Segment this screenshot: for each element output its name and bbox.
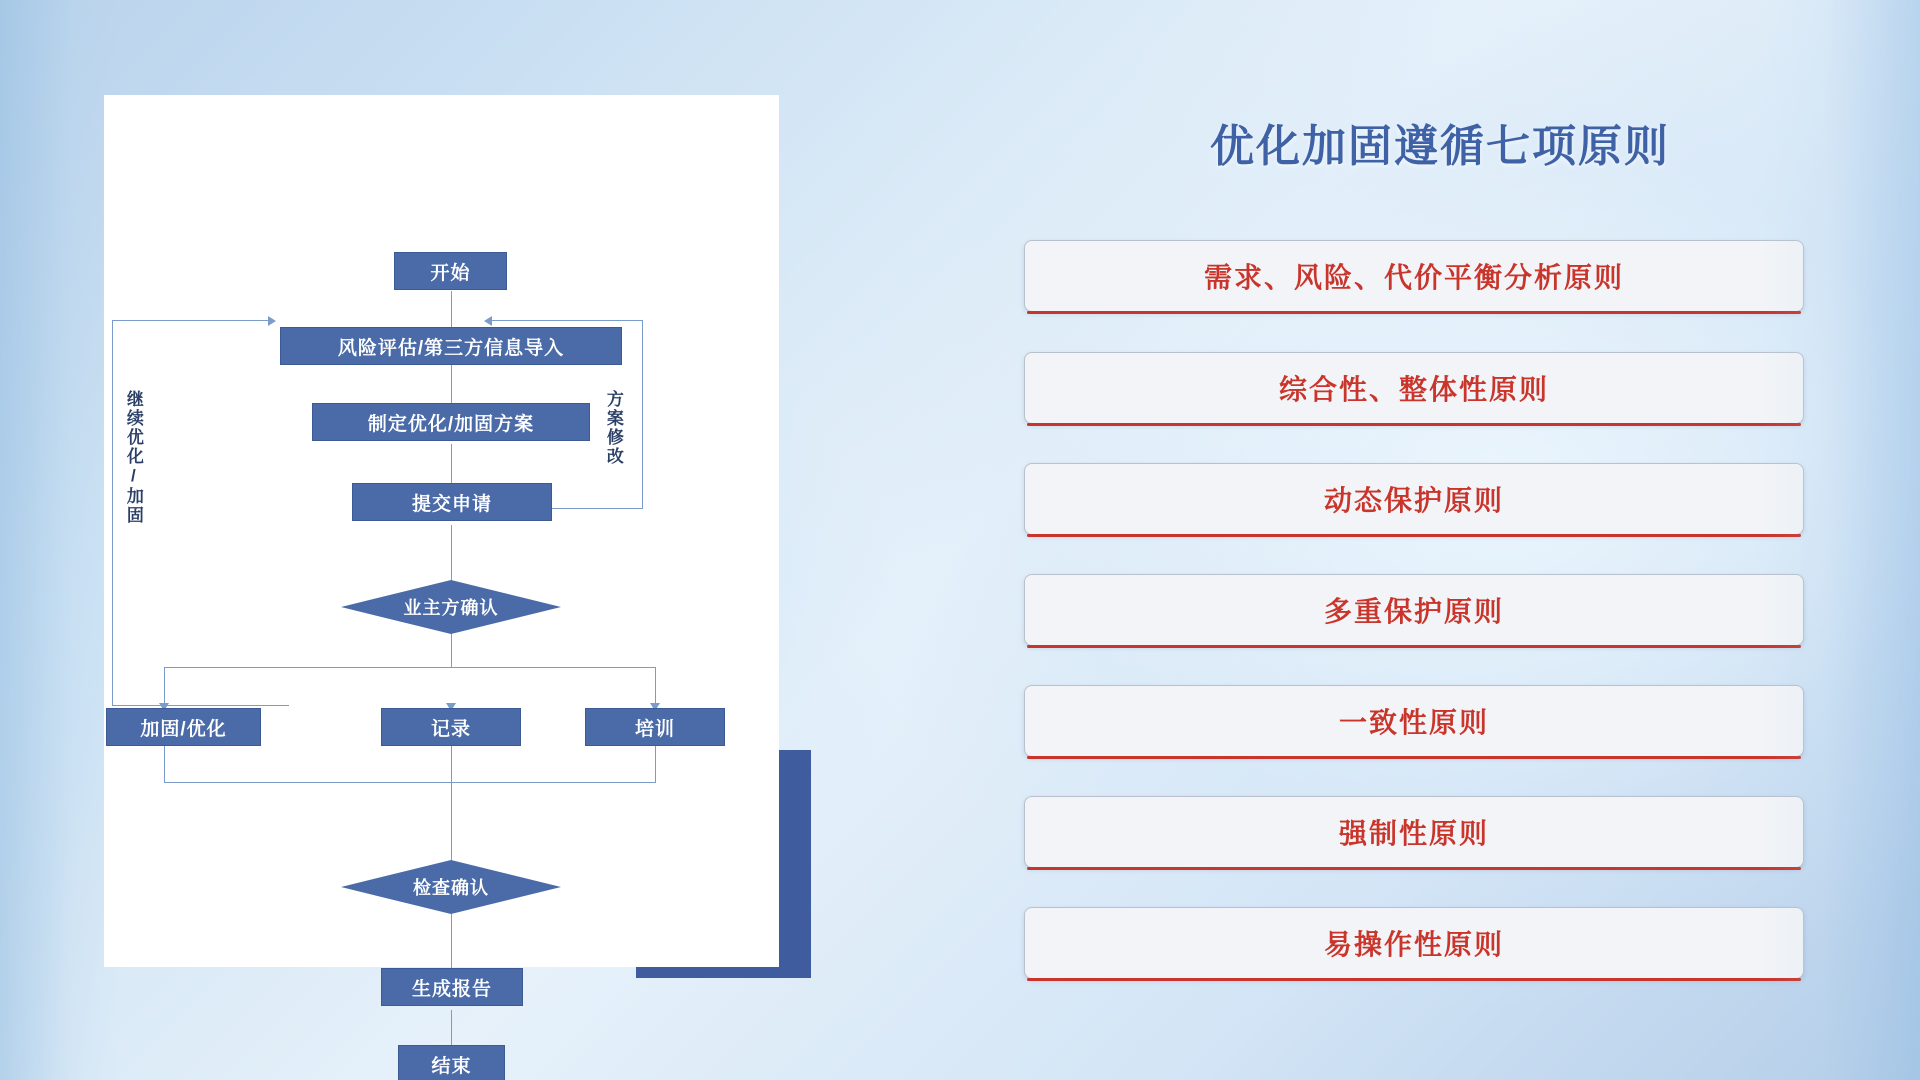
flow-node-owner-confirm-label: 业主方确认 [403,598,499,618]
connector-merge-left [164,745,165,783]
flow-node-start[interactable]: 开始 [394,252,507,290]
connector-merge-right [655,745,656,783]
connector-start-risk [451,291,452,331]
connector-left-to-plan [112,320,270,321]
connector-branch-right [655,667,656,705]
connector-branch-bus [164,667,656,668]
principle-item-6[interactable]: 强制性原则 [1024,796,1804,868]
flow-node-make-plan[interactable]: 制定优化/加固方案 [312,403,590,441]
connector-right-up [642,320,643,509]
flow-node-check-confirm[interactable] [341,860,561,914]
principle-item-4[interactable]: 多重保护原则 [1024,574,1804,646]
arrowhead-right-to-plan [484,316,492,326]
flow-node-record[interactable]: 记录 [381,708,521,746]
edge-label-plan-revision: 方案修改 [603,390,623,466]
flow-node-risk-assessment[interactable]: 风险评估/第三方信息导入 [280,327,622,365]
connector-merge-center [451,745,452,866]
connector-branch-left [164,667,165,705]
principle-item-1[interactable]: 需求、风险、代价平衡分析原则 [1024,240,1804,312]
connector-left-bottom [112,705,289,706]
flow-node-training[interactable]: 培训 [585,708,725,746]
flow-node-reinforce[interactable]: 加固/优化 [106,708,261,746]
principle-item-2[interactable]: 综合性、整体性原则 [1024,352,1804,424]
flowchart-card [104,95,779,1077]
flow-node-submit-application[interactable]: 提交申请 [352,483,552,521]
connector-confirm-branchbus [451,632,452,667]
flow-node-generate-report[interactable]: 生成报告 [381,968,523,1006]
edge-label-continue-optimize: 继续优化/加固 [123,390,143,525]
principle-item-5[interactable]: 一致性原则 [1024,685,1804,757]
arrowhead-left-to-plan [268,316,276,326]
flow-node-check-confirm-label: 检查确认 [413,878,489,898]
flow-node-owner-confirm[interactable] [341,580,561,634]
connector-merge-bus [164,782,656,783]
connector-plan-submit [451,444,452,487]
page-title: 优化加固遵循七项原则 [1210,122,1670,171]
flow-node-end[interactable]: 结束 [398,1045,505,1080]
connector-check-report [451,914,452,972]
connector-right-to-plan [487,320,643,321]
connector-report-end [451,1010,452,1050]
principle-item-7[interactable]: 易操作性原则 [1024,907,1804,979]
connector-risk-plan [451,365,452,407]
connector-submit-confirm [451,525,452,585]
connector-left-vertical [112,320,113,706]
principle-item-3[interactable]: 动态保护原则 [1024,463,1804,535]
